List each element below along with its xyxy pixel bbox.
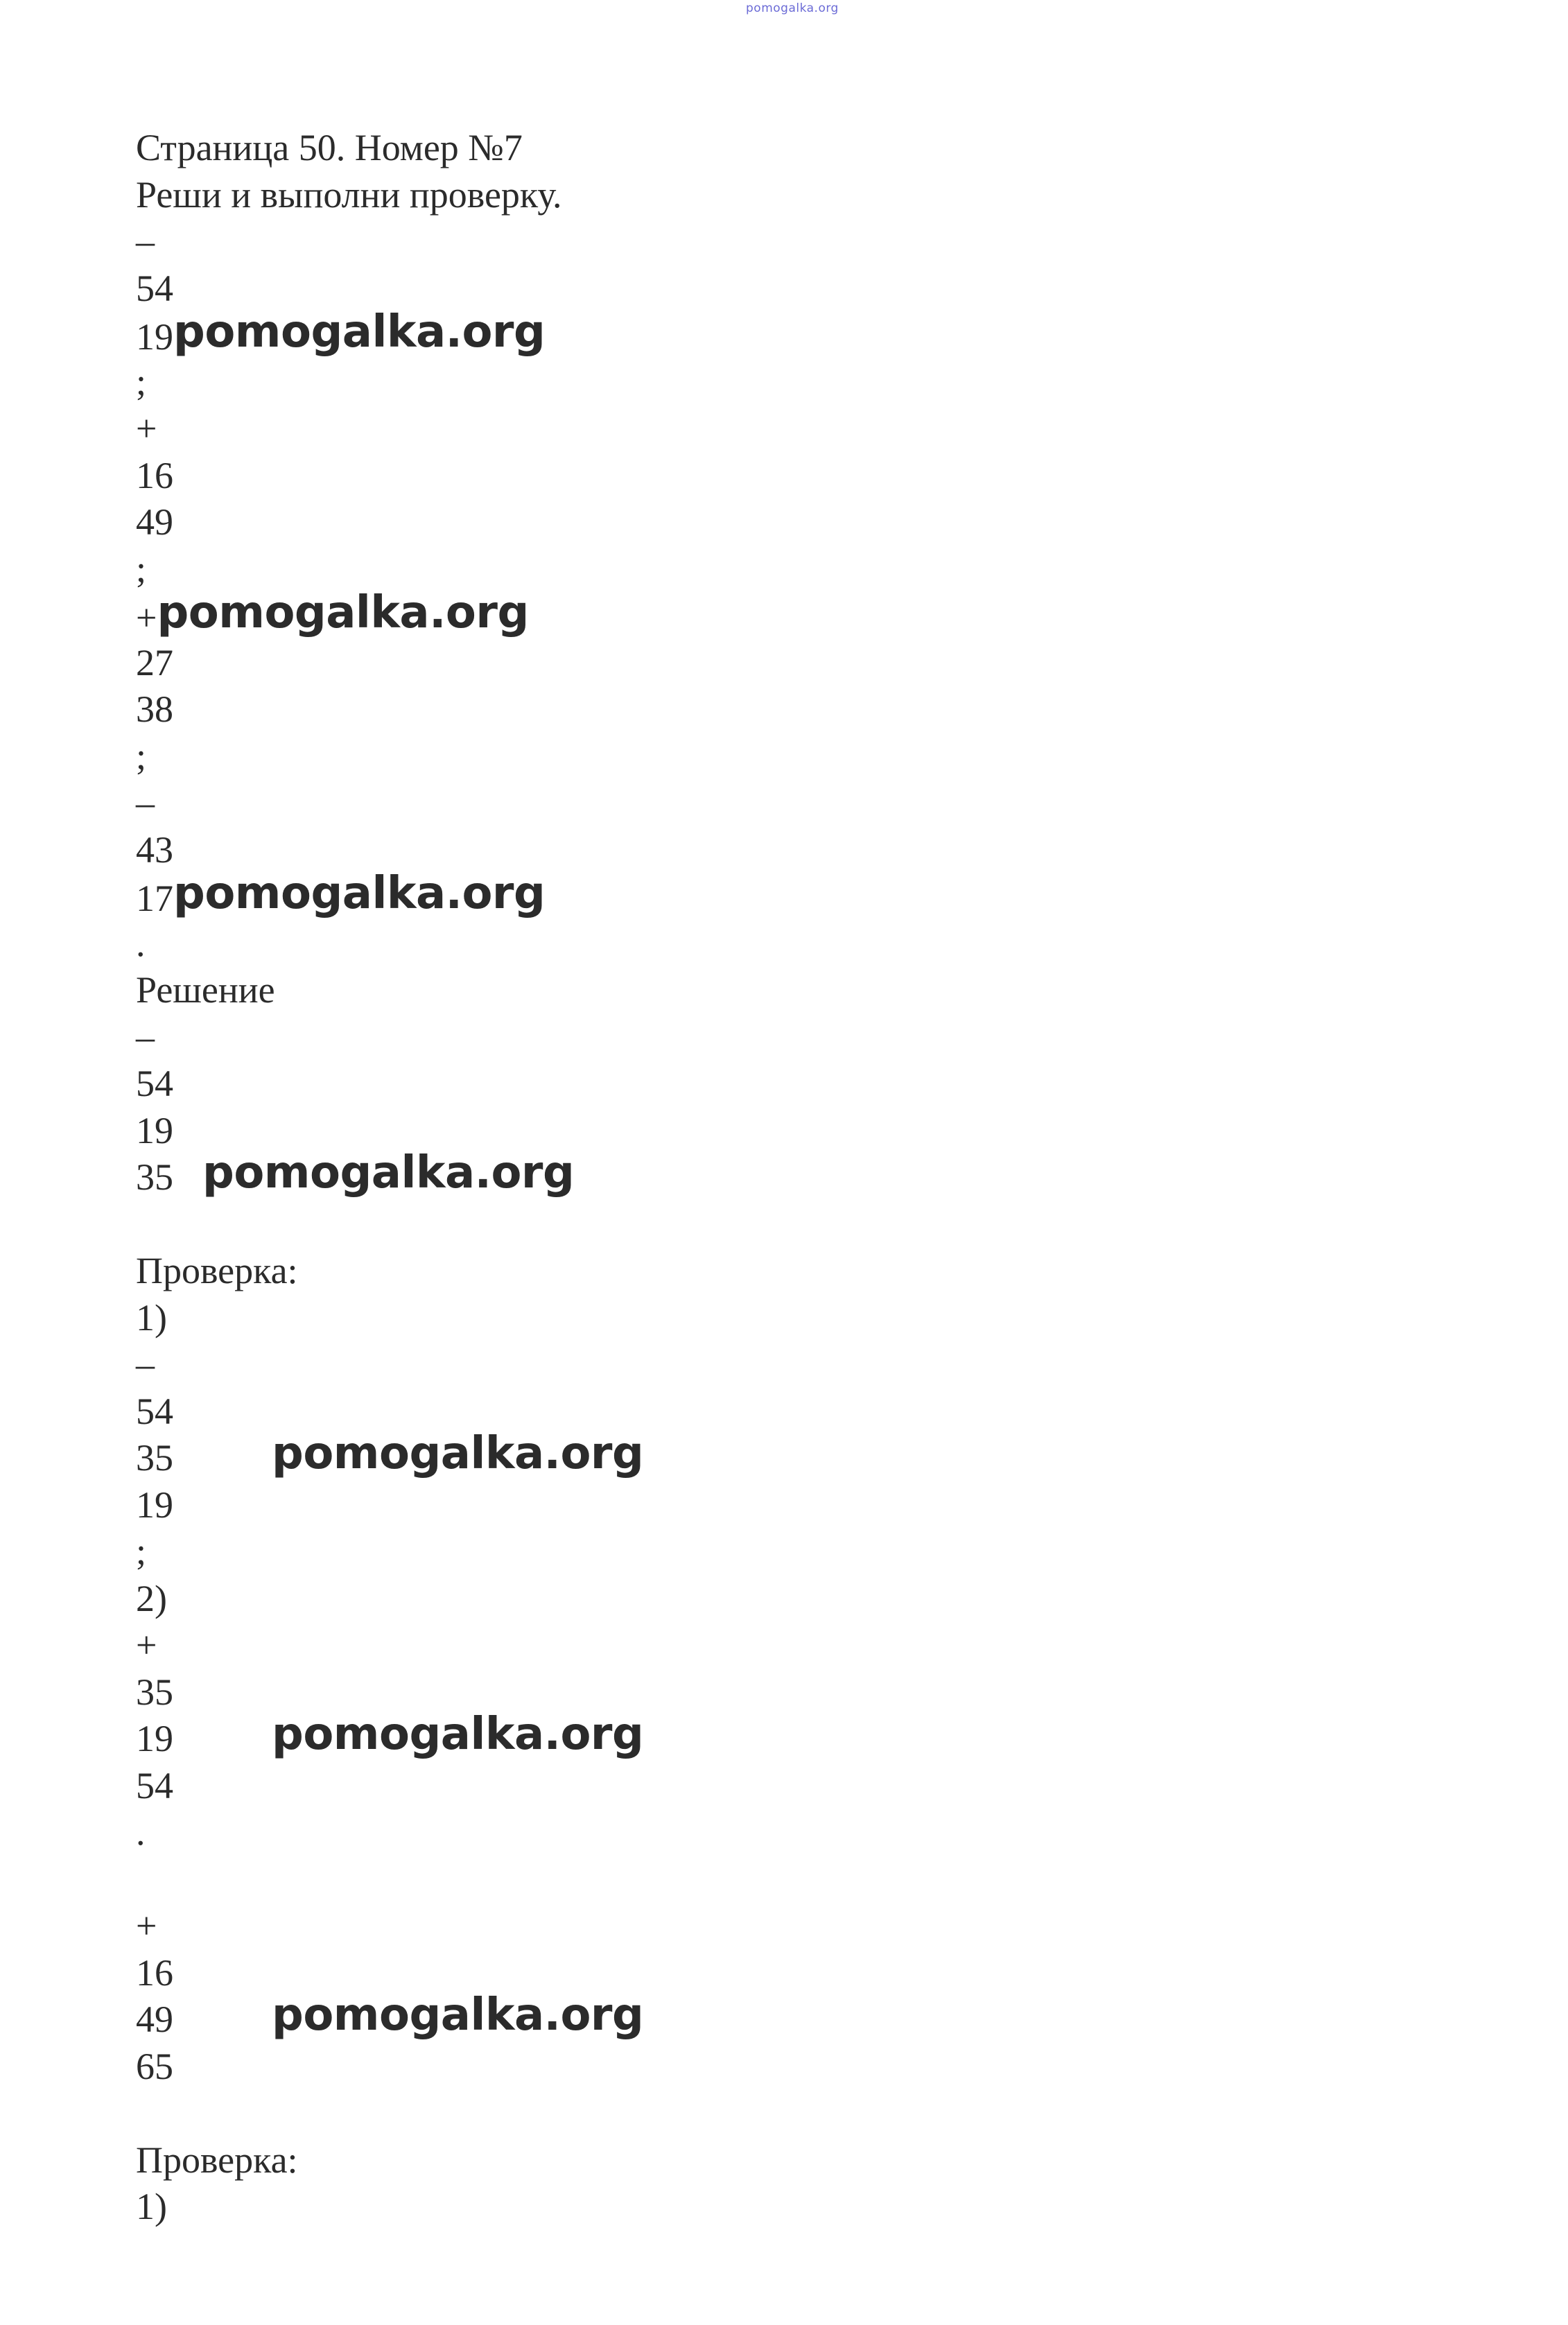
solution-line bbox=[136, 2090, 1453, 2137]
site-watermark: pomogalka.org bbox=[746, 1, 839, 15]
task-line: 54 bbox=[136, 267, 173, 309]
watermark-text: pomogalka.org bbox=[157, 587, 529, 638]
solution-line: 19 bbox=[136, 1109, 173, 1151]
task-line bbox=[136, 587, 1453, 640]
solution-line: 65 bbox=[136, 2045, 173, 2087]
watermark-text: pomogalka.org bbox=[272, 1989, 644, 2041]
task-line: ; bbox=[136, 548, 147, 590]
solution-line: + bbox=[136, 1905, 157, 1947]
watermark-text: pomogalka.org bbox=[173, 306, 546, 358]
task-line-value: 17 bbox=[136, 878, 173, 919]
task-line: 16 bbox=[136, 454, 173, 496]
solution-line bbox=[136, 1201, 1453, 1248]
solution-line: 54 bbox=[136, 1063, 173, 1104]
check-line-value: 19 bbox=[136, 1718, 173, 1759]
check-line-value: 35 bbox=[136, 1437, 173, 1479]
solution-line bbox=[136, 1147, 1453, 1201]
task-line-value: + bbox=[136, 597, 157, 638]
watermark-text: pomogalka.org bbox=[173, 868, 546, 919]
task-line: 43 bbox=[136, 828, 173, 871]
solution-line: 16 bbox=[136, 1951, 173, 1994]
check-heading: Проверка: bbox=[136, 2139, 298, 2181]
task-line: ; bbox=[136, 735, 147, 777]
task-line: – bbox=[136, 782, 155, 824]
watermark-text: pomogalka.org bbox=[272, 1709, 644, 1760]
check-line: 54 bbox=[136, 1390, 173, 1432]
check-line: 54 bbox=[136, 1764, 173, 1806]
check-line: 2) bbox=[136, 1577, 167, 1619]
check-heading: Проверка: bbox=[136, 1250, 298, 1291]
task-line: + bbox=[136, 408, 157, 449]
task-line: ; bbox=[136, 360, 147, 403]
check-line bbox=[136, 1428, 1453, 1482]
watermark-text: pomogalka.org bbox=[272, 1428, 644, 1479]
watermark-text: pomogalka.org bbox=[202, 1147, 575, 1199]
solution-line: – bbox=[136, 1016, 155, 1058]
solution-line bbox=[136, 1856, 1453, 1904]
check-line: . bbox=[136, 1811, 146, 1853]
task-line: 27 bbox=[136, 641, 173, 683]
document-body bbox=[136, 125, 1453, 2231]
task-line: 49 bbox=[136, 501, 173, 543]
check-line: 35 bbox=[136, 1671, 173, 1713]
solution-line-value: 49 bbox=[136, 1999, 173, 2040]
check-line: ; bbox=[136, 1531, 147, 1572]
check-line: 1) bbox=[136, 2186, 167, 2227]
check-line: 19 bbox=[136, 1483, 173, 1526]
task-line bbox=[136, 868, 1453, 921]
task-statement: Реши и выполни проверку. bbox=[136, 173, 562, 216]
task-line: . bbox=[136, 922, 146, 964]
solution-heading: Решение bbox=[136, 969, 275, 1011]
solution-line-value: 35 bbox=[136, 1156, 173, 1198]
task-line-value: 19 bbox=[136, 316, 173, 358]
check-line: – bbox=[136, 1343, 155, 1385]
solution-line bbox=[136, 1989, 1453, 2044]
task-line: – bbox=[136, 220, 155, 262]
task-line bbox=[136, 306, 1453, 359]
check-line bbox=[136, 1709, 1453, 1763]
task-line: 38 bbox=[136, 688, 173, 730]
page-number-heading: Страница 50. Номер №7 bbox=[136, 127, 523, 168]
check-line: + bbox=[136, 1624, 157, 1666]
check-line: 1) bbox=[136, 1296, 167, 1339]
